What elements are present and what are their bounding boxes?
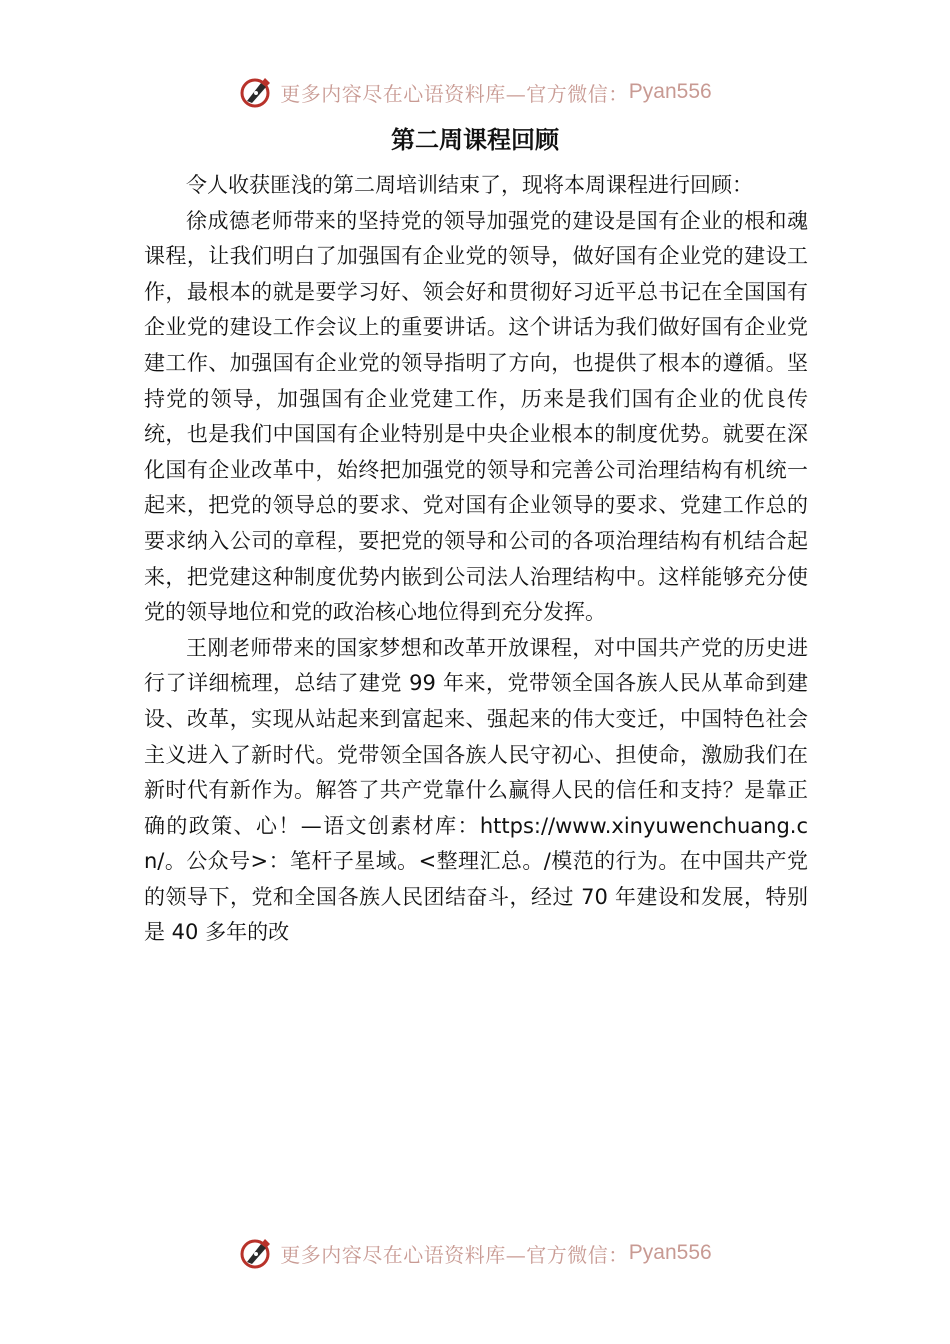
paragraph: 令人收获匪浅的第二周培训结束了，现将本周课程进行回顾：	[186, 173, 753, 197]
paragraph: 王刚老师带来的国家梦想和改革开放课程，对中国共产党的历史进行了详细梳理，总结了建党 99 年来，党带领全国各族人民从革命到建设、改革，实现从站起来到富起来、强起来的伟大变迁，中国特色社会主义进入了新时代。党带领全国各族人民守初心、担使命，激励我们在新时代有新作为。解答了共产党靠什么赢得人民的信任和支持？是靠正确的政策、心！—语文创素材库：https://www.xinyuwenchuang.cn/。公众号>：笔杆子星域。<整理汇总。/模范的行为。在中国共产党的领导下，党和全国各族人民团结奋斗，经过 70 年建设和发展，特别是 40 多年的改	[144, 635, 808, 945]
banner-wechat-handle: Pyan556	[628, 1241, 712, 1264]
header-banner	[0, 72, 950, 112]
document-body	[144, 168, 808, 951]
banner-text: 更多内容尽在心语资料库—官方微信：	[280, 81, 629, 106]
banner-text: 更多内容尽在心语资料库—官方微信：	[280, 1242, 629, 1267]
pen-nib-logo-icon	[238, 74, 274, 110]
document-title: 第二周课程回顾	[391, 125, 559, 154]
paragraph: 徐成德老师带来的坚持党的领导加强党的建设是国有企业的根和魂课程，让我们明白了加强国有企业党的领导，做好国有企业党的建设工作，最根本的就是要学习好、领会好和贯彻好习近平总书记在全国国有企业党的建设工作会议上的重要讲话。这个讲话为我们做好国有企业党建工作、加强国有企业党的领导指明了方向，也提供了根本的遵循。坚持党的领导，加强国有企业党建工作，历来是我们国有企业的优良传统，也是我们中国国有企业特别是中央企业根本的制度优势。就要在深化国有企业改革中，始终把加强党的领导和完善公司治理结构有机统一起来，把党的领导总的要求、党对国有企业领导的要求、党建工作总的要求纳入公司的章程，要把党的领导和公司的各项治理结构有机结合起来，把党建这种制度优势内嵌到公司法人治理结构中。这样能够充分使党的领导地位和党的政治核心地位得到充分发挥。	[144, 208, 808, 625]
banner-wechat-handle: Pyan556	[628, 80, 712, 103]
footer-banner	[0, 1233, 950, 1273]
pen-nib-logo-icon	[238, 1235, 274, 1271]
